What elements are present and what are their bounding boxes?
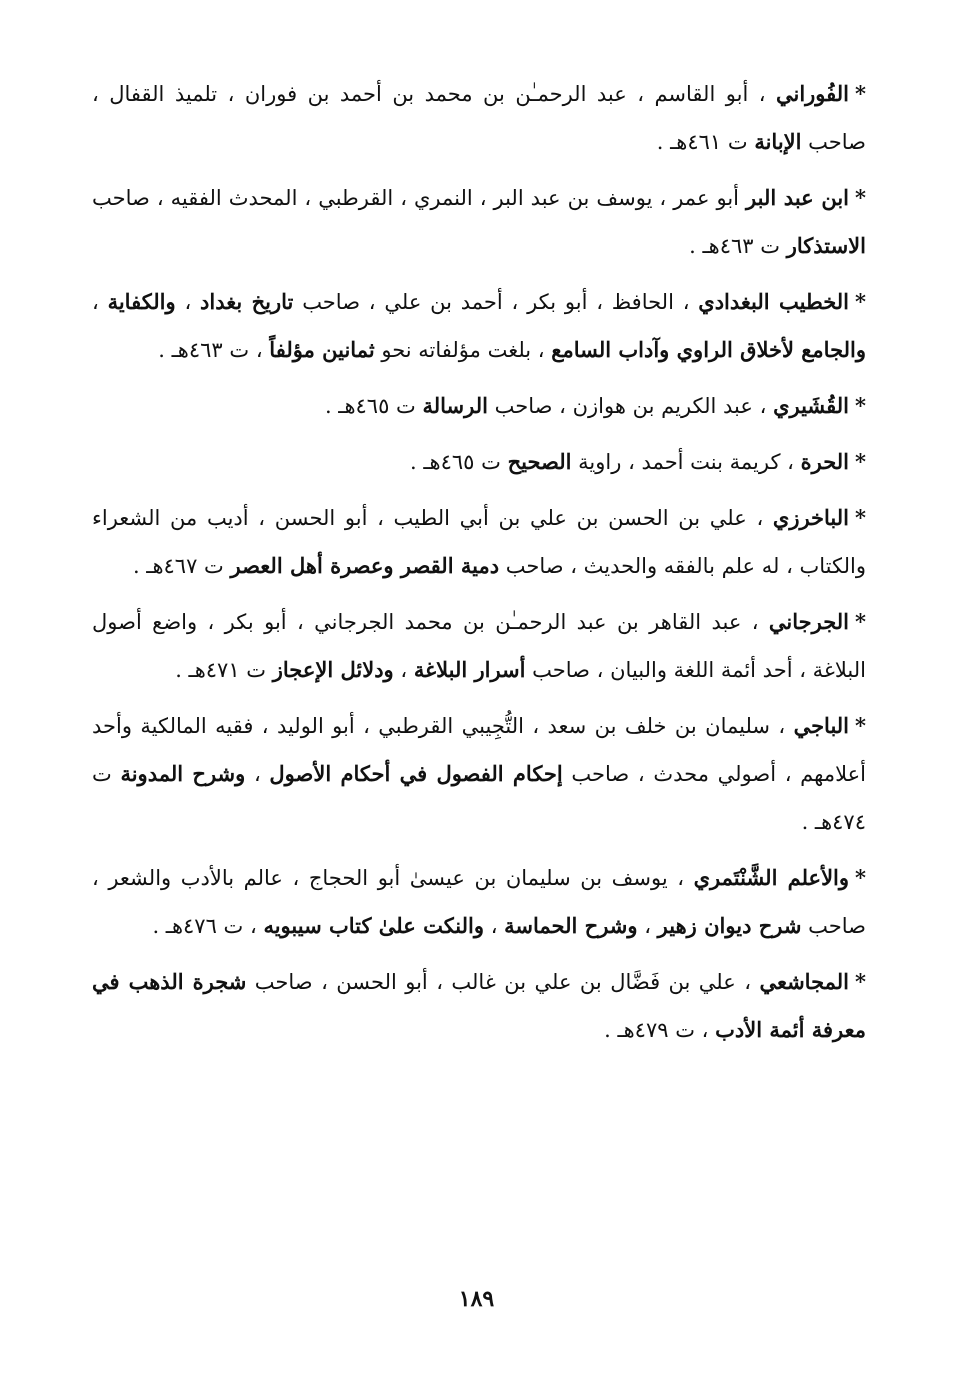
entry-work: والكفاية <box>107 289 176 314</box>
bullet-star: * <box>855 449 866 474</box>
entry-text: ، كريمة بنت أحمد ، راوية <box>571 450 801 474</box>
entry-text: ، <box>245 762 270 786</box>
entry-text: ، علي بن الحسن بن علي بن أبي الطيب ، أبو الحسن ، أديب من الشعراء والكتاب ، له علم بالفقه والحديث ، صاحب <box>92 506 866 578</box>
entry-name: الباخرزي <box>772 505 850 530</box>
entry-work: وشرح المدونة <box>120 761 246 786</box>
entry-work: الرسالة <box>422 393 488 418</box>
entry-text: ، عبد القاهر بن عبد الرحمـٰن بن محمد الجرجاني ، أبو بكر ، واضع أصول البلاغة ، أحد أئمة اللغة والبيان ، صاحب <box>92 610 866 682</box>
entry-name: الجرجاني <box>768 609 850 634</box>
entry-text: ، أبو القاسم ، عبد الرحمـٰن بن محمد بن أحمد بن فوران ، تلميذ القفال ، صاحب <box>92 82 866 154</box>
entry-work: تاريخ بغداد <box>200 289 294 314</box>
entry-baji <box>92 702 866 846</box>
entry-work: شجرة الذهب في معرفة أئمة الأدب <box>92 969 866 1042</box>
entry-jurjani <box>92 598 866 694</box>
entry-text: ، ت ٤٧٦هـ . <box>152 914 264 938</box>
bullet-star: * <box>855 609 866 634</box>
entry-mujashii <box>92 958 866 1054</box>
entry-name: الباجي <box>793 713 850 738</box>
entry-work: شرح ديوان زهير <box>657 913 802 938</box>
entry-qushayri <box>92 382 866 430</box>
entry-work: الإبانة <box>754 129 802 154</box>
entry-text: ، يوسف بن سليمان بن عيسىٰ أبو الحجاج ، عالم بالأدب والشعر ، صاحب <box>92 866 866 938</box>
entry-text: ، <box>175 290 201 314</box>
entry-text: ت ٤٦١هـ . <box>656 130 755 154</box>
entry-text: ت ٤٦٥هـ . <box>324 394 423 418</box>
entry-text: ت ٤٦٧هـ . <box>132 554 231 578</box>
entry-work: أسرار البلاغة <box>413 657 526 682</box>
page-number: ١٨٩ <box>458 1286 495 1312</box>
entry-text: ، ت ٤٧٩هـ . <box>604 1018 716 1042</box>
entry-work: إحكام الفصول في أحكام الأصول <box>269 761 563 786</box>
entry-text: ، <box>393 658 414 682</box>
entry-work: والنكت علىٰ كتاب سيبويه <box>263 913 485 938</box>
entry-work: ودلائل الإعجاز <box>272 657 394 682</box>
entry-work: الصحيح <box>507 449 572 474</box>
entry-work: الاستذكار <box>786 233 866 258</box>
entry-name: الفُوراني <box>775 81 850 106</box>
entry-name: القُشَيري <box>773 393 850 418</box>
entry-text: ، الحافظ ، أبو بكر ، أحمد بن علي ، صاحب <box>293 290 699 314</box>
entry-bakharzi <box>92 494 866 590</box>
entry-text: ، ت ٤٦٣هـ . <box>158 338 270 362</box>
entry-name: ابن عبد البر <box>746 185 850 210</box>
bullet-star: * <box>855 185 866 210</box>
entry-name: والأعلم الشَّنْتَمري <box>693 865 850 890</box>
bullet-star: * <box>855 865 867 890</box>
page-body <box>92 70 866 1062</box>
entry-ibn-abd-albarr <box>92 174 866 270</box>
entry-text: ، <box>637 914 658 938</box>
entry-alam-shantamari <box>92 854 866 950</box>
entry-work: والجامع لأخلاق الراوي وآداب السامع <box>551 337 866 362</box>
bullet-star: * <box>855 713 866 738</box>
entry-text: ، بلغت مؤلفاته نحو <box>374 338 552 362</box>
entry-text: ، <box>92 290 108 314</box>
entry-text: ت ٤٧١هـ . <box>175 658 273 682</box>
entry-text: ت ٤٦٣هـ . <box>689 234 787 258</box>
entry-text: ، عبد الكريم بن هوازن ، صاحب <box>487 394 774 418</box>
entry-furani <box>92 70 866 166</box>
entry-name: الحرة <box>800 449 850 474</box>
bullet-star: * <box>855 393 866 418</box>
entry-text: ت ٤٧٤هـ . <box>92 762 866 834</box>
entry-text: ت ٤٦٥هـ . <box>410 450 508 474</box>
entry-text: ، سليمان بن خلف بن سعد ، التُّجِيبي القرطبي ، أبو الوليد ، فقيه المالكية وأحد أعلامهم ، أصولي محدث ، صاحب <box>92 714 866 786</box>
entry-hurra <box>92 438 866 486</box>
entry-text: ، علي بن فَضَّال بن علي بن غالب ، أبو الحسن ، صاحب <box>246 970 760 994</box>
entry-work: وشرح الحماسة <box>504 913 638 938</box>
entry-text: أبو عمر ، يوسف بن عبد البر ، النمري ، القرطبي ، المحدث الفقيه ، صاحب <box>92 186 747 210</box>
entry-khatib-baghdadi <box>92 278 866 374</box>
entry-work: دمية القصر وعصرة أهل العصر <box>230 553 500 578</box>
bullet-star: * <box>855 505 866 530</box>
entry-name: المجاشعي <box>759 969 849 994</box>
entry-text: ، <box>484 914 505 938</box>
entry-name: الخطيب البغدادي <box>698 289 850 314</box>
bullet-star: * <box>855 969 866 994</box>
entry-work: ثمانين مؤلفاً <box>269 337 375 362</box>
bullet-star: * <box>855 289 866 314</box>
bullet-star: * <box>855 81 866 106</box>
